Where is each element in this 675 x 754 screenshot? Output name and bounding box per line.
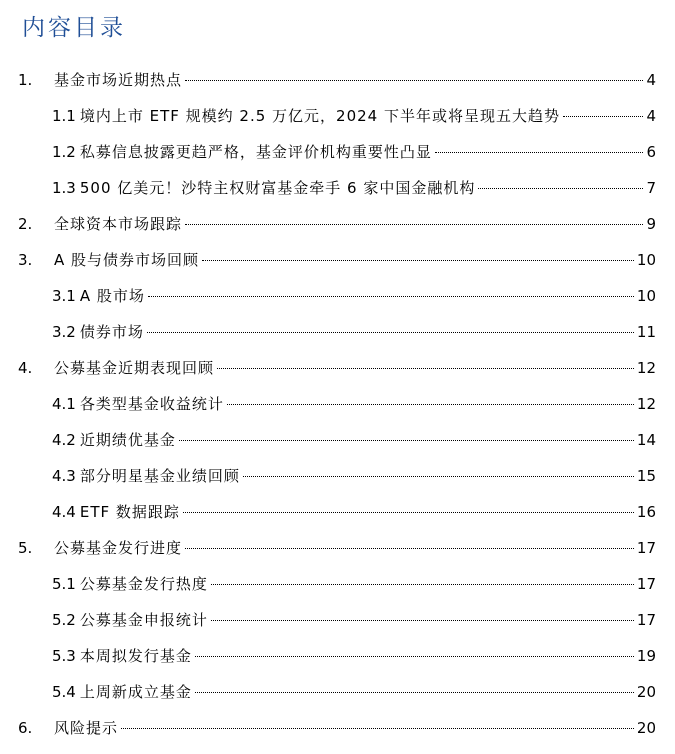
dot-leader	[195, 656, 634, 657]
entry-page: 20	[636, 719, 656, 737]
toc-entry-5-4[interactable]	[52, 681, 656, 703]
toc-entry-4-4[interactable]	[52, 501, 656, 523]
entry-page: 9	[646, 215, 656, 233]
entry-page: 4	[646, 107, 656, 125]
entry-number: 5.2	[52, 611, 76, 629]
entry-number: 3.1	[52, 287, 76, 305]
entry-label: 风险提示	[54, 719, 119, 737]
entry-label: 私募信息披露更趋严格，基金评价机构重要性凸显	[79, 143, 432, 161]
toc-entry-3-2[interactable]	[52, 321, 656, 343]
dot-leader	[563, 116, 643, 117]
dot-leader	[185, 548, 634, 549]
entry-label: 全球资本市场跟踪	[54, 215, 183, 233]
entry-page: 15	[636, 467, 656, 485]
toc-entry-3[interactable]	[18, 249, 656, 271]
entry-label: 本周拟发行基金	[79, 647, 192, 665]
entry-label: 基金市场近期热点	[54, 71, 183, 89]
entry-page: 12	[636, 359, 656, 377]
toc-entry-1-1[interactable]	[52, 105, 656, 127]
entry-number: 6.	[18, 719, 33, 737]
entry-page: 6	[646, 143, 656, 161]
toc-entry-4[interactable]	[18, 357, 656, 379]
entry-number: 4.2	[52, 431, 76, 449]
entry-label: 债券市场	[79, 323, 144, 341]
entry-number: 4.1	[52, 395, 76, 413]
entry-page: 4	[646, 71, 656, 89]
dot-leader	[217, 368, 634, 369]
entry-page: 10	[636, 251, 656, 269]
dot-leader	[185, 224, 643, 225]
entry-number: 4.3	[52, 467, 76, 485]
entry-page: 20	[636, 683, 656, 701]
entry-page: 10	[636, 287, 656, 305]
dot-leader	[435, 152, 644, 153]
dot-leader	[185, 80, 643, 81]
dot-leader	[243, 476, 634, 477]
entry-page: 16	[636, 503, 656, 521]
entry-page: 17	[636, 611, 656, 629]
toc-entry-5-1[interactable]	[52, 573, 656, 595]
entry-number: 1.1	[52, 107, 76, 125]
entry-label: A 股市场	[79, 287, 145, 305]
entry-page: 17	[636, 539, 656, 557]
entry-number: 1.2	[52, 143, 76, 161]
entry-number: 1.	[18, 71, 33, 89]
entry-page: 19	[636, 647, 656, 665]
dot-leader	[147, 332, 634, 333]
entry-number: 5.	[18, 539, 33, 557]
dot-leader	[211, 584, 634, 585]
entry-label: 公募基金发行热度	[79, 575, 208, 593]
entry-label: 上周新成立基金	[79, 683, 192, 701]
entry-page: 14	[636, 431, 656, 449]
entry-label: 公募基金申报统计	[79, 611, 208, 629]
dot-leader	[148, 296, 634, 297]
toc-entry-4-1[interactable]	[52, 393, 656, 415]
entry-number: 5.4	[52, 683, 76, 701]
entry-label: 公募基金发行进度	[54, 539, 183, 557]
dot-leader	[121, 728, 634, 729]
toc-entry-4-3[interactable]	[52, 465, 656, 487]
entry-number: 5.3	[52, 647, 76, 665]
toc-entry-5-2[interactable]	[52, 609, 656, 631]
toc-entry-1[interactable]	[18, 69, 656, 91]
entry-number: 3.2	[52, 323, 76, 341]
entry-number: 2.	[18, 215, 33, 233]
dot-leader	[211, 620, 634, 621]
entry-number: 3.	[18, 251, 33, 269]
toc-entry-6[interactable]	[18, 717, 656, 739]
entry-number: 4.4	[52, 503, 76, 521]
entry-page: 7	[646, 179, 656, 197]
entry-label: A 股与债券市场回顾	[54, 251, 200, 269]
entry-label: 公募基金近期表现回顾	[54, 359, 215, 377]
toc-entry-3-1[interactable]	[52, 285, 656, 307]
dot-leader	[195, 692, 634, 693]
entry-page: 12	[636, 395, 656, 413]
toc-entry-4-2[interactable]	[52, 429, 656, 451]
toc-entry-1-2[interactable]	[52, 141, 656, 163]
entry-number: 5.1	[52, 575, 76, 593]
toc-title: 内容目录	[22, 15, 126, 41]
dot-leader	[478, 188, 643, 189]
toc-entry-2[interactable]	[18, 213, 656, 235]
entry-label: 境内上市 ETF 规模约 2.5 万亿元，2024 下半年或将呈现五大趋势	[79, 107, 560, 125]
entry-page: 11	[636, 323, 656, 341]
entry-number: 4.	[18, 359, 33, 377]
entry-label: 500 亿美元！沙特主权财富基金牵手 6 家中国金融机构	[79, 179, 476, 197]
entry-page: 17	[636, 575, 656, 593]
toc-entry-1-3[interactable]	[52, 177, 656, 199]
toc-entry-5-3[interactable]	[52, 645, 656, 667]
toc-entry-5[interactable]	[18, 537, 656, 559]
dot-leader	[227, 404, 634, 405]
dot-leader	[183, 512, 634, 513]
entry-label: 近期绩优基金	[79, 431, 176, 449]
dot-leader	[202, 260, 634, 261]
entry-number: 1.3	[52, 179, 76, 197]
entry-label: ETF 数据跟踪	[79, 503, 180, 521]
entry-label: 部分明星基金业绩回顾	[79, 467, 240, 485]
entry-label: 各类型基金收益统计	[79, 395, 224, 413]
dot-leader	[179, 440, 634, 441]
